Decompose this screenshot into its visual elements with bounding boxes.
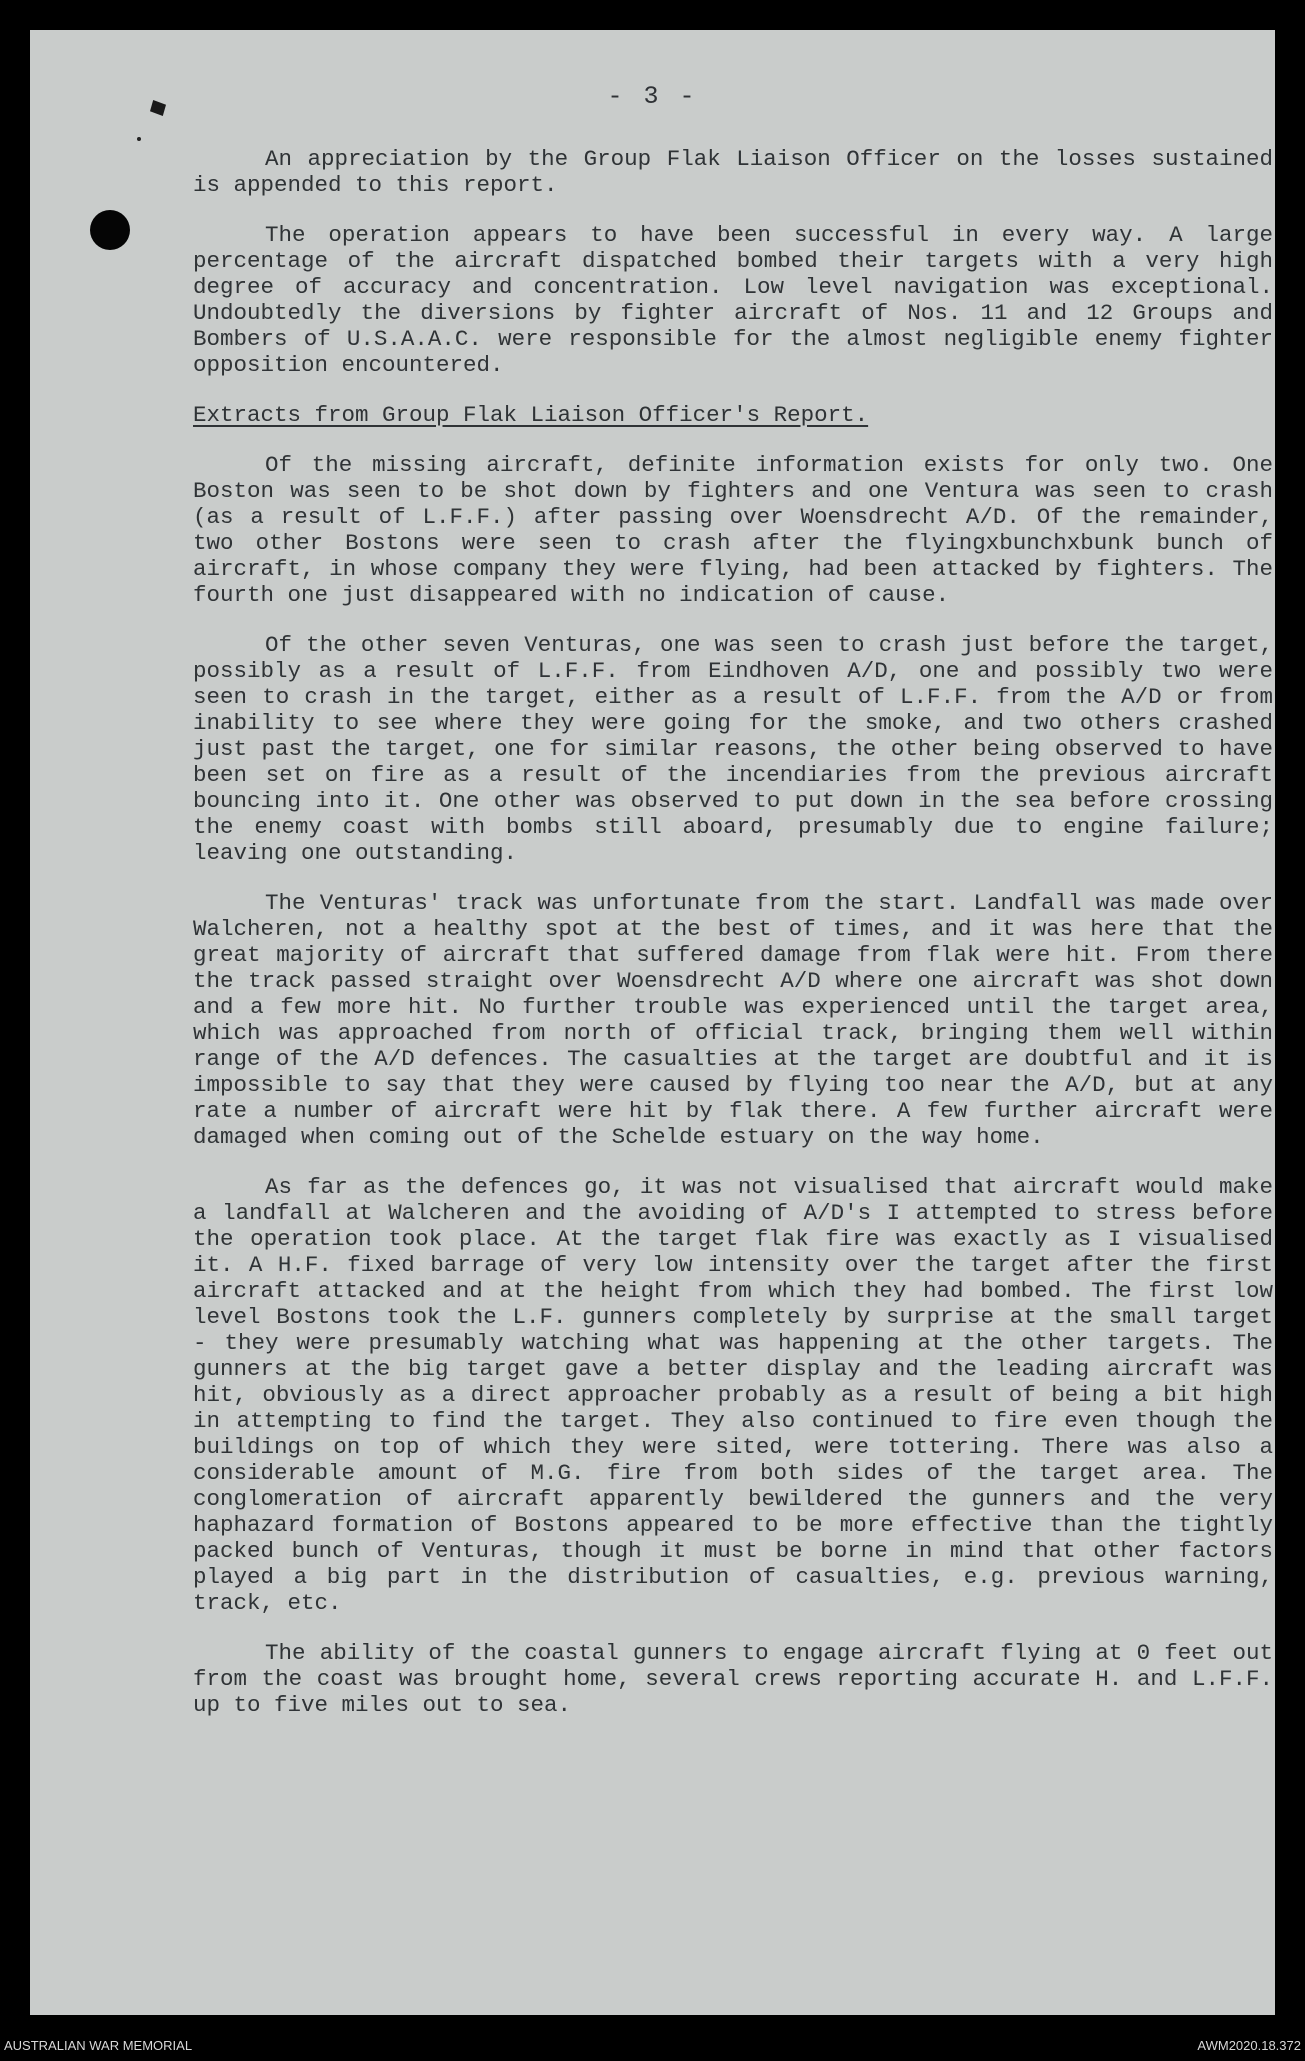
ink-dot bbox=[137, 137, 141, 141]
footer-accession-number: AWM2020.18.372 bbox=[1197, 2038, 1301, 2053]
paragraph-operation-summary: The operation appears to have been successful in every way. A large percentage of the aircraft dispatched bombed their targets with a very high degree of accuracy and concentration. Low level navigation was exceptional. Undoubtedly the diversions by fighter aircraft of Nos. 11 and 12 Groups and Bombers of U.S.A.A.C. were responsible for the almost negligible enemy fighter opposition encountered. bbox=[193, 222, 1273, 378]
footer-institution: AUSTRALIAN WAR MEMORIAL bbox=[4, 2038, 193, 2053]
paragraph-venturas-losses: Of the other seven Venturas, one was seen to crash just before the target, possibly as a result of L.F.F. from Eindhoven A/D, one and possibly two were seen to crash in the target, either as a result of L.F.F. from the A/D or from inability to see where they were going for the smoke, and two others crashed just past the target, one for similar reasons, the other being observed to have been set on fire as a result of the incendiaries from the previous aircraft bouncing into it. One other was observed to put down in the sea before crossing the enemy coast with bombs still aboard, presumably due to engine failure; leaving one outstanding. bbox=[193, 632, 1273, 866]
punch-hole bbox=[90, 210, 130, 250]
document-page bbox=[30, 30, 1275, 2015]
document-body bbox=[193, 146, 1273, 1742]
paragraph-appreciation: An appreciation by the Group Flak Liaison Officer on the losses sustained is appended to this report. bbox=[193, 146, 1273, 198]
paragraph-coastal-gunners: The ability of the coastal gunners to engage aircraft flying at 0 feet out from the coast was brought home, several crews reporting accurate H. and L.F.F. up to five miles out to sea. bbox=[193, 1640, 1273, 1718]
section-heading: Extracts from Group Flak Liaison Officer's Report. bbox=[193, 402, 869, 428]
paragraph-defences: As far as the defences go, it was not visualised that aircraft would make a landfall at Walcheren and the avoiding of A/D's I attempted to stress before the operation took place. At the target flak fire was exactly as I visualised it. A H.F. fixed barrage of very low intensity over the target after the first aircraft attacked and at the height from which they had bombed. The first low level Bostons took the L.F. gunners completely by surprise at the small target - they were presumably watching what was happening at the other targets. The gunners at the big target gave a better display and the leading aircraft was hit, obviously as a direct approacher probably as a result of being a bit high in attempting to find the target. They also continued to fire even though the buildings on top of which they were sited, were tottering. There was also a considerable amount of M.G. fire from both sides of the target area. The conglomeration of aircraft apparently bewildered the gunners and the very haphazard formation of Bostons appeared to be more effective than the tightly packed bunch of Venturas, though it must be borne in mind that other factors played a big part in the distribution of casualties, e.g. previous warning, track, etc. bbox=[193, 1174, 1273, 1616]
paragraph-venturas-track: The Venturas' track was unfortunate from the start. Landfall was made over Walcheren, not a healthy spot at the best of times, and it was here that the great majority of aircraft that suffered damage from flak were hit. From there the track passed straight over Woensdrecht A/D where one aircraft was shot down and a few more hit. No further trouble was experienced until the target area, which was approached from north of official track, bringing them well within range of the A/D defences. The casualties at the target are doubtful and it is impossible to say that they were caused by flying too near the A/D, but at any rate a number of aircraft were hit by flak there. A few further aircraft were damaged when coming out of the Schelde estuary on the way home. bbox=[193, 890, 1273, 1150]
page-number: - 3 - bbox=[607, 82, 698, 111]
paragraph-missing-aircraft: Of the missing aircraft, definite information exists for only two. One Boston was seen to be shot down by fighters and one Ventura was seen to crash (as a result of L.F.F.) after passing over Woensdrecht A/D. Of the remainder, two other Bostons were seen to crash after the flyingxbunchxbunk bunch of aircraft, in whose company they were flying, had been attacked by fighters. The fourth one just disappeared with no indication of cause. bbox=[193, 452, 1273, 608]
